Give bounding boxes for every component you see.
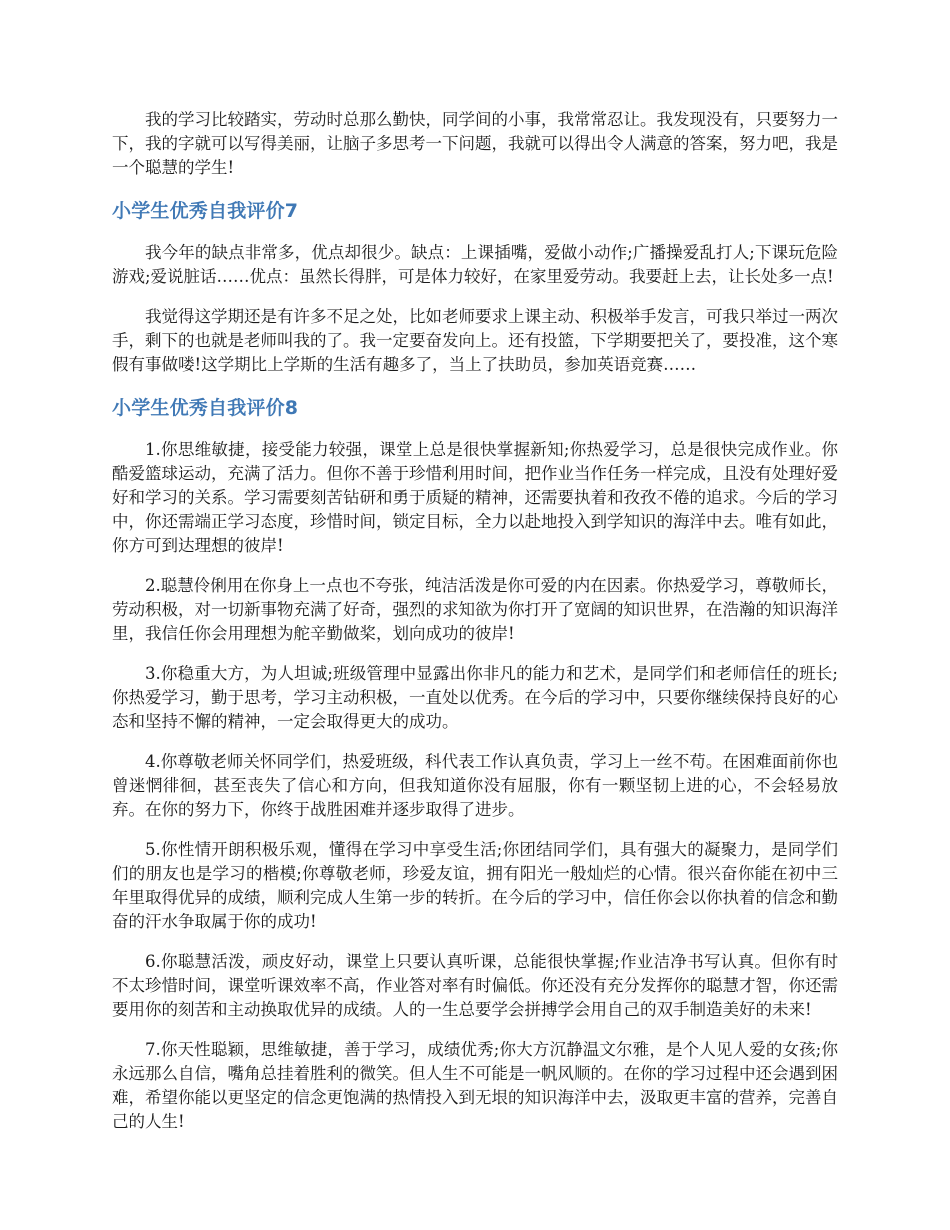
section-heading-8: 小学生优秀自我评价8 [112,397,299,419]
section8-item-2: 2.聪慧伶俐用在你身上一点也不夸张，纯洁活泼是你可爱的内在因素。你热爱学习，尊敬师长，劳动积极，对一切新事物充满了好奇，强烈的求知欲为你打开了宽阔的知识世界，在浩瀚的知识海洋里，我信任你会用理想为舵辛勤做桨，划向成功的彼岸! [112,576,838,643]
section-heading-7: 小学生优秀自我评价7 [112,200,299,222]
section8-item-1: 1.你思维敏捷，接受能力较强，课堂上总是很快掌握新知;你热爱学习，总是很快完成作业。你酷爱篮球运动，充满了活力。但你不善于珍惜利用时间，把作业当作任务一样完成，且没有处理好爱好和学习的关系。学习需要刻苦钻研和勇于质疑的精神，还需要执着和孜孜不倦的追求。今后的学习中，你还需端正学习态度，珍惜时间，锁定目标，全力以赴地投入到学知识的海洋中去。唯有如此，你方可到达理想的彼岸! [112,440,838,555]
section8-item-6: 6.你聪慧活泼，顽皮好动，课堂上只要认真听课，总能很快掌握;作业洁净书写认真。但你有时不太珍惜时间，课堂听课效率不高，作业答对率有时偏低。你还没有充分发挥你的聪慧才智，你还需要用你的刻苦和主动换取优异的成绩。人的一生总要学会拼搏学会用自己的双手制造美好的未来! [112,952,838,1019]
intro-paragraph: 我的学习比较踏实，劳动时总那么勤快，同学间的小事，我常常忍让。我发现没有，只要努力一下，我的字就可以写得美丽，让脑子多思考一下问题，我就可以得出令人满意的答案，努力吧，我是一个聪慧的学生! [112,110,838,177]
section8-item-5: 5.你性情开朗积极乐观，懂得在学习中享受生活;你团结同学们，具有强大的凝聚力，是同学们们的朋友也是学习的楷模;你尊敬老师，珍爱友谊，拥有阳光一般灿烂的心情。很兴奋你能在初中三年里取得优异的成绩，顺利完成人生第一步的转折。在今后的学习中，信任你会以你执着的信念和勤奋的汗水争取属于你的成功! [112,840,838,931]
section8-item-4: 4.你尊敬老师关怀同学们，热爱班级，科代表工作认真负责，学习上一丝不苟。在困难面前你也曾迷惘徘徊，甚至丧失了信心和方向，但我知道你没有屈服，你有一颗坚韧上进的心，不会轻易放弃。在你的努力下，你终于战胜困难并逐步取得了进步。 [112,752,838,819]
section7-paragraph-1: 我今年的缺点非常多，优点却很少。缺点：上课插嘴，爱做小动作;广播操爱乱打人;下课玩危险游戏;爱说脏话……优点：虽然长得胖，可是体力较好，在家里爱劳动。我要赶上去，让长处多一点! [112,243,838,286]
section7-paragraph-2: 我觉得这学期还是有许多不足之处，比如老师要求上课主动、积极举手发言，可我只举过一两次手，剩下的也就是老师叫我的了。我一定要奋发向上。还有投篮，下学期要把关了，要投准，这个寒假有事做喽!这学期比上学斯的生活有趣多了，当上了扶助员，参加英语竞赛…… [112,307,838,374]
section8-item-3: 3.你稳重大方，为人坦诚;班级管理中显露出你非凡的能力和艺术，是同学们和老师信任的班长;你热爱学习，勤于思考，学习主动积极，一直处以优秀。在今后的学习中，只要你继续保持良好的心态和坚持不懈的精神，一定会取得更大的成功。 [112,664,838,731]
section8-item-7: 7.你天性聪颖，思维敏捷，善于学习，成绩优秀;你大方沉静温文尔雅，是个人见人爱的女孩;你永远那么自信，嘴角总挂着胜利的微笑。但人生不可能是一帆风顺的。在你的学习过程中还会遇到困难，希望你能以更坚定的信念更饱满的热情投入到无垠的知识海洋中去，汲取更丰富的营养，完善自己的人生! [112,1040,838,1131]
